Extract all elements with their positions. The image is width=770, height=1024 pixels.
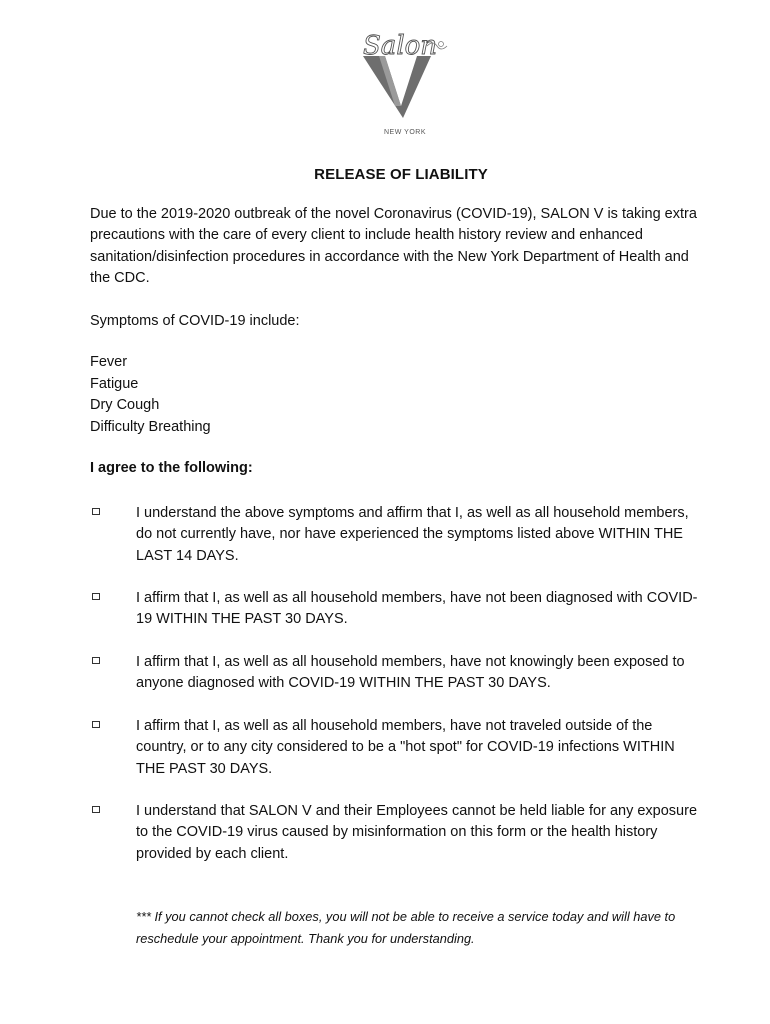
agreement-text-2: I affirm that I, as well as all household members, have not been diagnosed with COVID-19 WITHIN THE PAST 30 DAYS. — [136, 590, 698, 628]
symptom-item: Fever — [90, 354, 128, 370]
symptom-list — [90, 352, 211, 438]
agreement-checkbox-1[interactable] — [92, 508, 100, 515]
agreement-text-5: I understand that SALON V and their Employees cannot be held liable for any exposure to the COVID-19 virus caused by misinformation on this form or the health history provided by each client. — [136, 803, 698, 862]
agree-heading: I agree to the following: — [90, 460, 253, 476]
agreement-checkbox-2[interactable] — [92, 593, 100, 600]
agreement-checkbox-5[interactable] — [92, 806, 100, 813]
symptom-item: Fatigue — [90, 375, 139, 392]
salon-v-logo-mark — [355, 26, 455, 126]
logo-city-label: NEW YORK — [384, 129, 426, 136]
agreement-checkbox-3[interactable] — [92, 657, 100, 664]
symptom-item: Dry Cough — [90, 397, 160, 413]
intro-paragraph: Due to the 2019-2020 outbreak of the novel Coronavirus (COVID-19), SALON V is taking extra precautions with the care of every client to include health history review and enhanced sanitation/disinfection procedures in accordance with the New York Department of Health and the CDC. — [90, 206, 697, 286]
agreement-text-4: I affirm that I, as well as all household members, have not traveled outside of the country, or to any city considered to be a "hot spot" for COVID-19 infections WITHIN THE PAST 30 DAYS. — [136, 718, 675, 777]
agreement-text-1: I understand the above symptoms and affirm that I, as well as all household members, do not currently have, nor have experienced the symptoms listed above WITHIN THE LAST 14 DAYS. — [136, 505, 689, 564]
footer-note: *** If you cannot check all boxes, you will not be able to receive a service today and will have to reschedule your appointment. Thank you for understanding. — [136, 909, 676, 946]
logo-script-text: Salon — [363, 31, 438, 61]
page-title: RELEASE OF LIABILITY — [314, 166, 488, 183]
symptom-item: Difficulty Breathing — [90, 418, 211, 435]
salon-v-logo — [355, 26, 455, 144]
agreement-checkbox-4[interactable] — [92, 721, 100, 728]
agreement-text-3: I affirm that I, as well as all household members, have not knowingly been exposed to anyone diagnosed with COVID-19 WITHIN THE PAST 30 DAYS. — [136, 654, 685, 692]
symptoms-intro: Symptoms of COVID-19 include: — [90, 313, 300, 329]
